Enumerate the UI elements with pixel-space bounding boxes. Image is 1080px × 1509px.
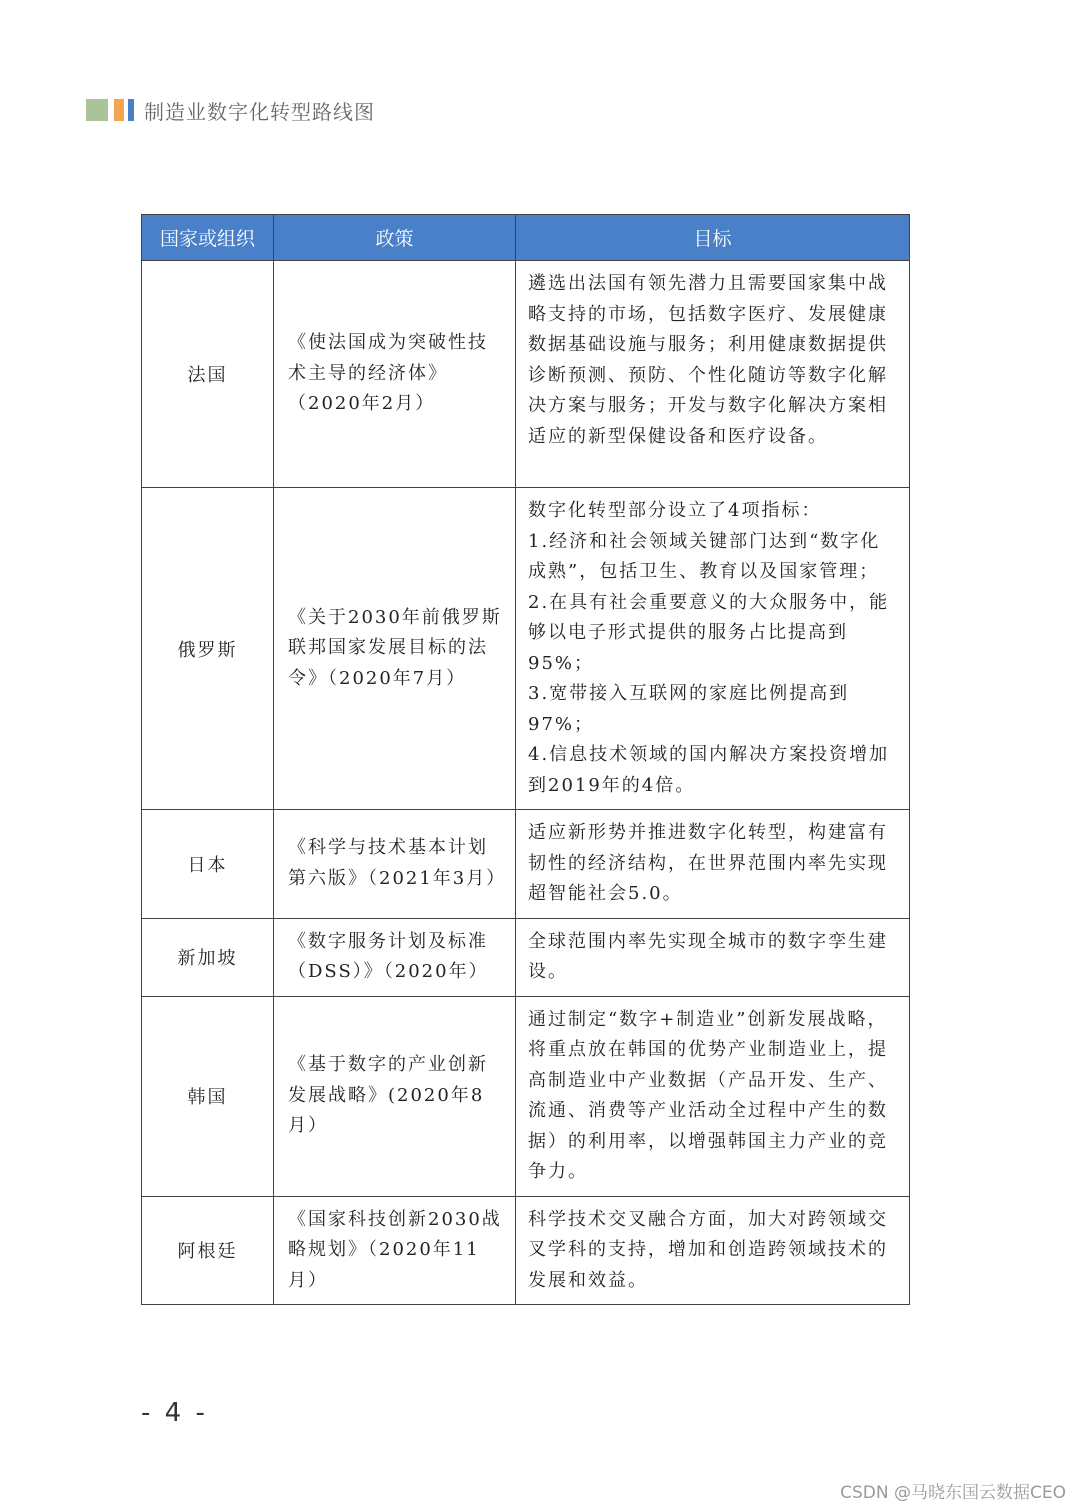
header-title: 制造业数字化转型路线图 xyxy=(144,99,375,124)
country-cell: 俄罗斯 xyxy=(142,488,274,810)
blue-block-icon xyxy=(128,99,134,121)
policy-cell: 《使法国成为突破性技术主导的经济体》（2020年2月） xyxy=(274,261,516,488)
column-header-policy: 政策 xyxy=(274,215,516,261)
goal-cell xyxy=(516,261,910,488)
goal-cell xyxy=(516,996,910,1196)
policy-cell: 《科学与技术基本计划第六版》（2021年3月） xyxy=(274,810,516,919)
table-row xyxy=(142,810,910,919)
goal-text: 遴选出法国有领先潜力且需要国家集中战略支持的市场，包括数字医疗、发展健康数据基础设施与服务；利用健康数据提供诊断预测、预防、个性化随访等数字化解决方案与服务；开发与数字化解决方案相适应的新型保健设备和医疗设备。 xyxy=(528,273,888,447)
table-row xyxy=(142,996,910,1196)
policy-cell: 《关于2030年前俄罗斯联邦国家发展目标的法令》（2020年7月） xyxy=(274,488,516,810)
goal-cell xyxy=(516,918,910,996)
green-block-icon xyxy=(86,99,108,121)
table-row xyxy=(142,918,910,996)
goal-text: 科学技术交叉融合方面，加大对跨领域交叉学科的支持，增加和创造跨领域技术的发展和效益。 xyxy=(528,1208,888,1291)
country-cell: 法国 xyxy=(142,261,274,488)
column-header-country: 国家或组织 xyxy=(142,215,274,261)
policy-cell: 《基于数字的产业创新发展战略》(2020年8月） xyxy=(274,996,516,1196)
page-header xyxy=(86,96,375,124)
column-header-goal: 目标 xyxy=(516,215,910,261)
policy-table xyxy=(141,214,910,1305)
goal-text: 1.经济和社会领域关键部门达到“数字化成熟”，包括卫生、教育以及国家管理； xyxy=(528,530,881,582)
goal-cell xyxy=(516,1196,910,1305)
goal-text: 3.宽带接入互联网的家庭比例提高到97%； xyxy=(528,683,850,735)
country-cell: 新加坡 xyxy=(142,918,274,996)
goal-cell xyxy=(516,488,910,810)
country-cell: 日本 xyxy=(142,810,274,919)
goal-text: 数字化转型部分设立了4项指标： xyxy=(528,500,822,521)
orange-block-icon xyxy=(114,99,124,121)
policy-cell: 《国家科技创新2030战略规划》（2020年11月） xyxy=(274,1196,516,1305)
watermark: CSDN @马晓东国云数据CEO xyxy=(840,1483,1066,1503)
goal-text: 4.信息技术领域的国内解决方案投资增加到2019年的4倍。 xyxy=(528,744,890,796)
goal-cell xyxy=(516,810,910,919)
goal-text: 全球范围内率先实现全城市的数字孪生建设。 xyxy=(528,930,888,982)
goal-text: 适应新形势并推进数字化转型，构建富有韧性的经济结构，在世界范围内率先实现超智能社会5.0。 xyxy=(528,822,888,904)
policy-cell: 《数字服务计划及标准（DSS）》（2020年） xyxy=(274,918,516,996)
goal-text: 2.在具有社会重要意义的大众服务中，能够以电子形式提供的服务占比提高到95%； xyxy=(528,591,890,674)
page-number: - 4 - xyxy=(141,1398,208,1428)
table-header-row xyxy=(142,215,910,261)
country-cell: 阿根廷 xyxy=(142,1196,274,1305)
table-row xyxy=(142,488,910,810)
country-cell: 韩国 xyxy=(142,996,274,1196)
table-row xyxy=(142,261,910,488)
table-row xyxy=(142,1196,910,1305)
goal-text: 通过制定“数字+制造业”创新发展战略，将重点放在韩国的优势产业制造业上，提高制造业中产业数据（产品开发、生产、流通、消费等产业活动全过程中产生的数据）的利用率，以增强韩国主力产业的竞争力。 xyxy=(528,1008,888,1182)
